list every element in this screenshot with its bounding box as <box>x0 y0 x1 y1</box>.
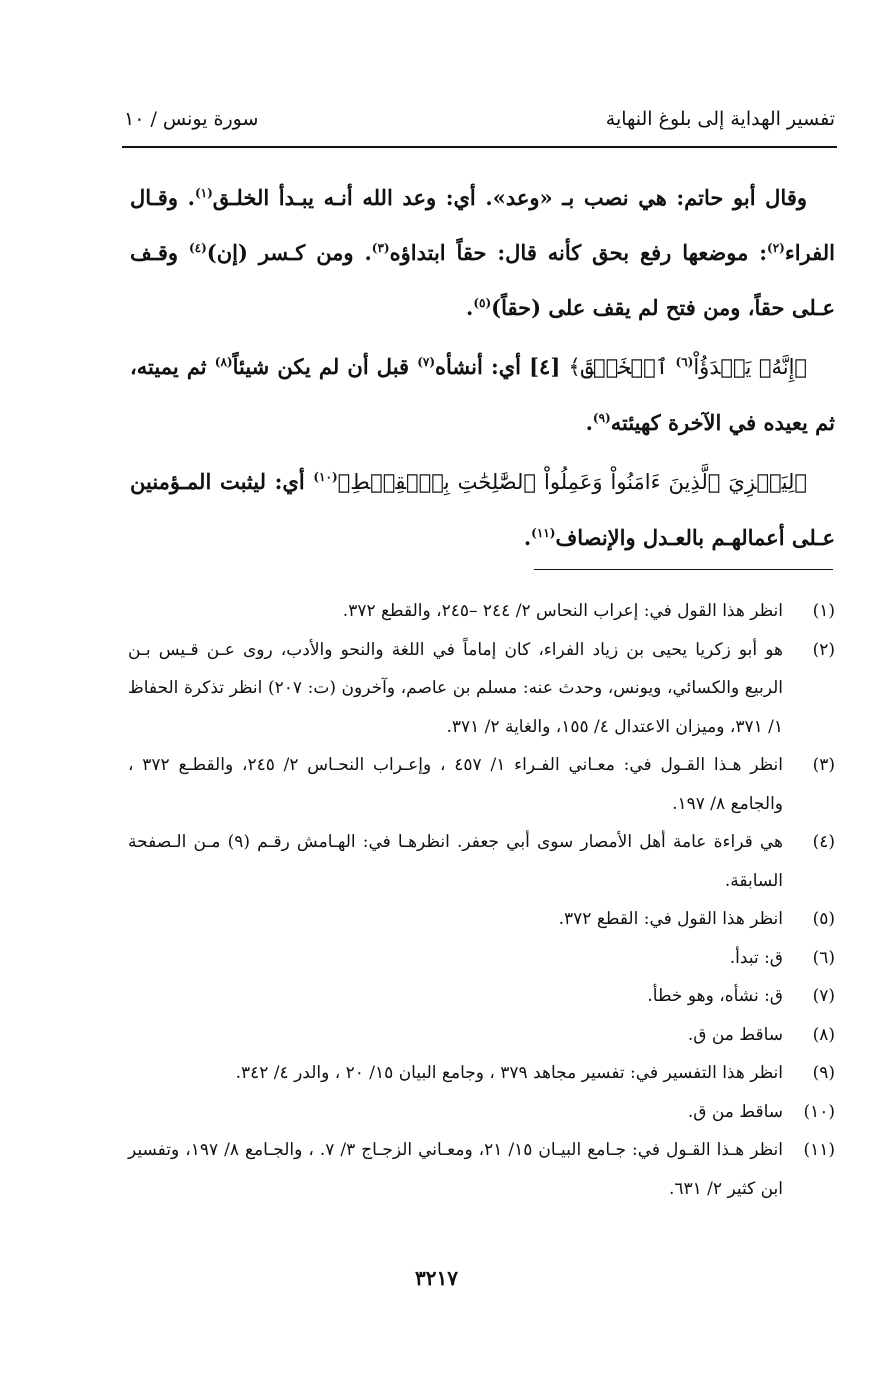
footnote <box>128 592 835 631</box>
text-run: . <box>585 410 593 435</box>
text-run: . وقـال الفراء <box>130 185 835 265</box>
text-run: وقـف عـلى حقاً، ومن فتح لم يقف على (حقاً) <box>130 240 835 320</box>
footnote-number: (٣) <box>812 755 835 775</box>
footnote-ref-1: (١) <box>194 186 213 200</box>
paragraph-2 <box>130 339 835 450</box>
footnote <box>128 1131 835 1208</box>
footnote <box>128 746 835 823</box>
quran-verse: ﴿إِنَّهُۥ يَبۡدَؤُاْ <box>693 355 808 379</box>
footnote-number: (٧) <box>812 986 835 1006</box>
footnote <box>128 1093 835 1132</box>
footnote-number: (١٠) <box>803 1101 835 1122</box>
footnote-number: (٦) <box>812 947 835 968</box>
footnote-number: (٢) <box>812 639 835 660</box>
footnote <box>128 823 835 900</box>
footnote-number: (١١) <box>803 1140 835 1160</box>
text-run: قبل أن لم يكن شيئاً <box>232 354 418 379</box>
footnotes <box>128 592 835 1208</box>
footnote-ref-2: (٢) <box>767 241 785 255</box>
text-run: . <box>466 295 474 320</box>
header-rule <box>122 146 837 148</box>
running-header-surah: سورة يونس / ١٠ <box>124 108 259 130</box>
footnote-ref-5: (٥) <box>473 296 492 310</box>
running-header-book-title: تفسير الهداية إلى بلوغ النهاية <box>605 108 835 130</box>
quran-verse-end: ٱلۡخَلۡقَ﴾ <box>568 355 676 379</box>
footnote-text: هو أبو زكريا يحيى بن زياد الفراء، كان إماماً في اللغة والنحو والأدب، روى عـن قـيس بـن الربيع والكسائي، ويونس، وحدث عنه: مسلم بن عاصم، وآخرون (ت: ٢٠٧) انظر تذكرة الحفاظ ١/ ٣٧١، وميزان الاعتدال ٤/ ١٥٥، والغاية ٢/ ٣٧١. <box>128 639 783 737</box>
footnote-number: (٤) <box>812 832 835 852</box>
footnote-number: (٩) <box>812 1063 835 1083</box>
footnote-ref-3: (٣) <box>371 241 390 255</box>
footnote <box>128 631 835 747</box>
text-run: . <box>523 525 532 550</box>
footnote-text: انظر هذا القول في: إعراب النحاس ٢/ ٢٤٤ –٢٤٥، والقطع ٣٧٢. <box>342 601 783 621</box>
footnote-number: (٨) <box>812 1024 835 1045</box>
footnote-number: (٥) <box>812 909 835 929</box>
footnote <box>128 1016 835 1055</box>
footnote-ref-10: (١٠) <box>313 470 338 484</box>
footnote-text: انظر هـذا القـول في: معـاني الفـراء ١/ ٤٥٧ ، وإعـراب النحـاس ٢/ ٢٤٥، والقطـع ٣٧٢ ، والجامع ٨/ ١٩٧. <box>128 755 784 814</box>
page-number: ٣٢١٧ <box>415 1266 458 1290</box>
footnote-text: انظر هذا القول في: القطع ٣٧٢. <box>558 909 783 929</box>
footnote-text: ساقط من ق. <box>687 1024 783 1045</box>
quran-verse: ﴿لِيَجۡزِيَ ٱلَّذِينَ ءَامَنُواْ وَعَمِلُواْ ٱلصَّٰلِحَٰتِ بِٱلۡقِسۡطِ﴾ <box>337 470 807 494</box>
text-run: وقال أبو حاتم: هي نصب بـ «وعد». أي: وعد الله أنـه يبـدأ الخلـق <box>212 185 807 210</box>
footnote-text: هي قراءة عامة أهل الأمصار سوى أبي جعفر. انظرهـا في: الهـامش رقـم (٩) مـن الـصفحة السابقة. <box>128 832 783 891</box>
text-run: : موضعها رفع بحق كأنه قال: حقاً ابتداؤه <box>389 240 768 265</box>
footnote-ref-6: (٦) <box>675 355 694 369</box>
footnote-ref-4: (٤) <box>188 241 207 255</box>
footnote-text: انظر هـذا القـول في: جـامع البيـان ١٥/ ٢١، ومعـاني الزجـاج ٣/ ٧. ، والجـامع ٨/ ١٩٧، وتفسير ابن كثير ٢/ ٦٣١. <box>128 1140 783 1199</box>
footnote <box>128 977 835 1016</box>
footnote <box>128 939 835 978</box>
footnote-ref-9: (٩) <box>592 411 611 425</box>
footnote-number: (١) <box>812 601 835 621</box>
footnote-text: ساقط من ق. <box>687 1101 783 1122</box>
footnote <box>128 1054 835 1093</box>
footnote-ref-7: (٧) <box>417 355 436 369</box>
paragraph-1 <box>130 170 835 335</box>
footnote-ref-11: (١١) <box>531 526 556 540</box>
text-run: . ومن كـسر (إن) <box>206 240 372 265</box>
footnote-text: ق: تبدأ. <box>729 947 783 968</box>
text-run: أي: ليثبت المـؤمنين عـلى أعمالهـم بالعـدل والإنصاف <box>130 469 835 550</box>
text-run: ثم يميته، ثم يعيده في الآخرة كهيئته <box>130 354 835 435</box>
main-text <box>130 170 835 565</box>
footnote-text: ق: نشأه، وهو خطأ. <box>647 986 783 1006</box>
paragraph-3 <box>130 454 835 565</box>
text-run: [٤] أي: أنشأه <box>435 354 569 379</box>
footnote-ref-8: (٨) <box>214 355 233 369</box>
footnote-separator <box>534 569 833 570</box>
footnote-text: انظر هذا التفسير في: تفسير مجاهد ٣٧٩ ، وجامع البيان ١٥/ ٢٠ ، والدر ٤/ ٣٤٢. <box>235 1063 783 1083</box>
footnote <box>128 900 835 939</box>
